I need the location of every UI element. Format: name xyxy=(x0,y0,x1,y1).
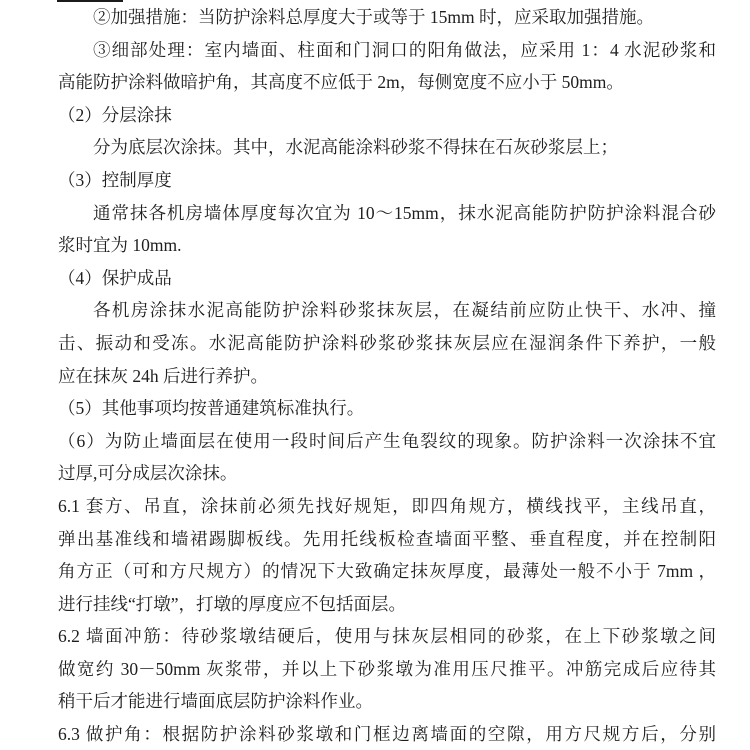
text-line: 通常抹各机房墙体厚度每次宜为 10～15mm，抹水泥高能防护防护涂料混合砂 xyxy=(93,202,716,223)
text-line: （2）分层涂抹 xyxy=(58,104,172,125)
text-line: 稍干后才能进行墙面底层防护涂料作业。 xyxy=(58,691,373,712)
document-body xyxy=(58,1,716,750)
text-line: 6.2 墙面冲筋：待砂浆墩结硬后，使用与抹灰层相同的砂浆，在上下砂浆墩之间 xyxy=(58,626,716,647)
text-line: 高能防护涂料做暗护角，其高度不应低于 2m，每侧宽度不应小于 50mm。 xyxy=(58,72,624,93)
text-line: 击、振动和受冻。水泥高能防护涂料砂浆砂浆抹灰层应在湿润条件下养护，一般 xyxy=(58,332,716,353)
text-line: （6）为防止墙面层在使用一段时间后产生龟裂纹的现象。防护涂料一次涂抹不宜 xyxy=(58,430,716,451)
text-line: （5）其他事项均按普通建筑标准执行。 xyxy=(58,398,365,419)
text-line: （3）控制厚度 xyxy=(58,169,172,190)
text-line: ②加强措施：当防护涂料总厚度大于或等于 15mm 时，应采取加强措施。 xyxy=(93,7,654,27)
text-line: 6.3 做护角：根据防护涂料砂浆墩和门框边离墙面的空隙，用方尺规方后，分别 xyxy=(58,724,716,745)
text-line: 6.1 套方、吊直，涂抹前必须先找好规矩，即四角规方，横线找平，主线吊直， xyxy=(58,495,716,516)
text-line: （4）保护成品 xyxy=(58,267,172,288)
text-line: 角方正（可和方尺规方）的情况下大致确定抹灰厚度，最薄处一般不小于 7mm ， xyxy=(58,561,716,582)
text-line: 分为底层次涂抹。其中，水泥高能涂料砂浆不得抹在石灰砂浆层上； xyxy=(93,137,618,158)
text-line: 各机房涂抹水泥高能防护涂料砂浆抹灰层，在凝结前应防止快干、水冲、撞 xyxy=(93,300,716,321)
text-line: ③细部处理：室内墙面、柱面和门洞口的阳角做法，应采用 1：4 水泥砂浆和 xyxy=(93,39,716,60)
text-line: 做宽约 30－50mm 灰浆带，并以上下砂浆墩为准用压尺推平。冲筋完成后应待其 xyxy=(58,658,716,679)
text-line: 弹出基准线和墙裙踢脚板线。先用托线板检查墙面平整、垂直程度，并在控制阳 xyxy=(58,528,716,549)
text-line: 过厚,可分成层次涂抹。 xyxy=(58,463,238,484)
text-line: 浆时宜为 10mm. xyxy=(58,235,182,256)
text-line: 进行挂线“打墩”，打墩的厚度应不包括面层。 xyxy=(58,593,407,614)
text-line: 应在抹灰 24h 后进行养护。 xyxy=(58,365,268,386)
